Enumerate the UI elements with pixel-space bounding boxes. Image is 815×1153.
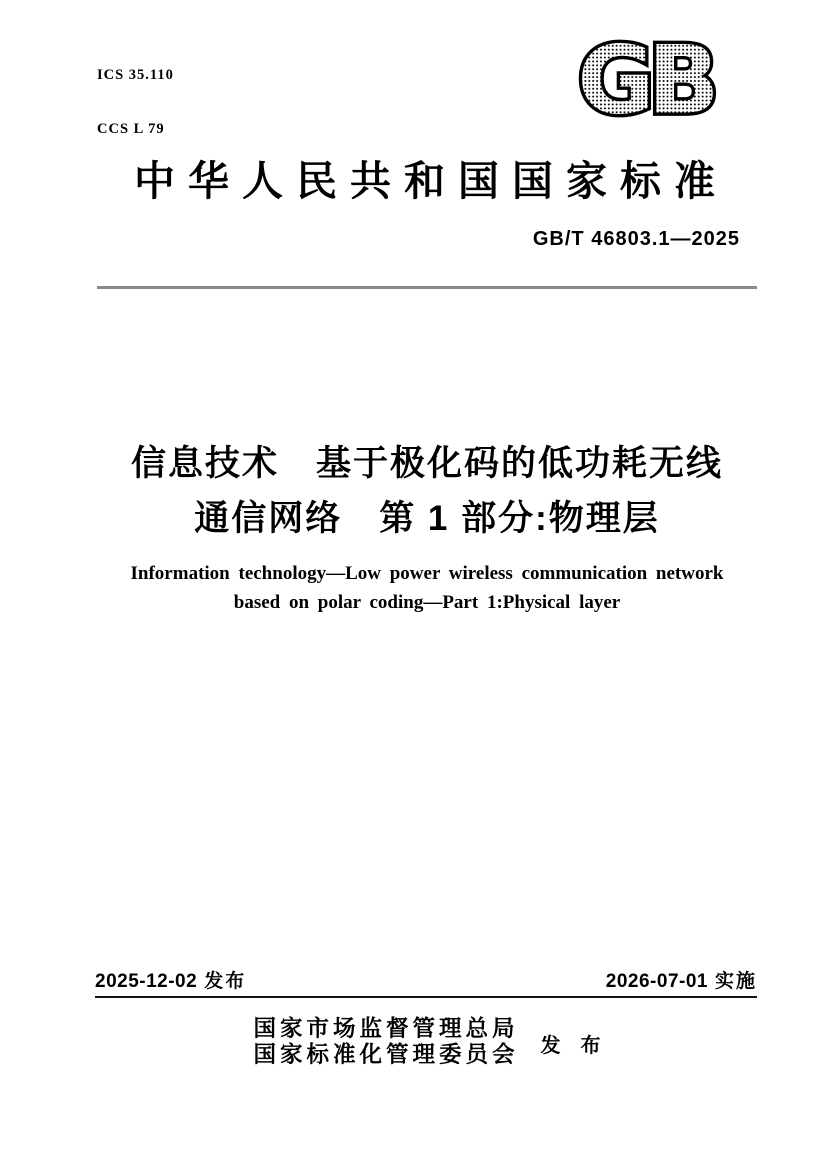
publish-label: 发 布 [540,1034,601,1057]
implementation-date-group [606,966,757,993]
issuer-line2: 国家标准化管理委员会 [253,1042,519,1067]
issue-date-label: 发布 [204,971,247,992]
publisher-block [97,1016,757,1068]
implementation-date: 2026-07-01 [605,971,708,992]
ics-code: ICS 35.110 [97,67,174,83]
standard-number: GB/T 46803.1—2025 [532,228,740,250]
title-zh-line2: 通信网络 第 1 部分:物理层 [194,499,660,538]
issue-date: 2025-12-02 [95,971,198,992]
header-divider-rule [97,286,757,289]
ccs-code: CCS L 79 [97,121,165,137]
issuer-names [253,1016,518,1068]
gb-logo-icon [552,36,738,124]
title-zh-line1: 信息技术 基于极化码的低功耗无线 [130,444,723,483]
implementation-date-label: 实施 [714,971,757,992]
title-en-line1: Information technology—Low power wireless communication network [130,563,724,584]
dates-row [95,966,757,993]
issuer-line1: 国家市场监督管理总局 [253,1016,519,1041]
footer-divider-rule [95,996,757,998]
gb-logo-text: GB [577,36,713,124]
title-en-line2: based on polar coding—Part 1:Physical layer [233,592,621,613]
issue-date-group [95,966,246,993]
national-standard-caption: 中华人民共和国国家标准 [134,158,728,204]
